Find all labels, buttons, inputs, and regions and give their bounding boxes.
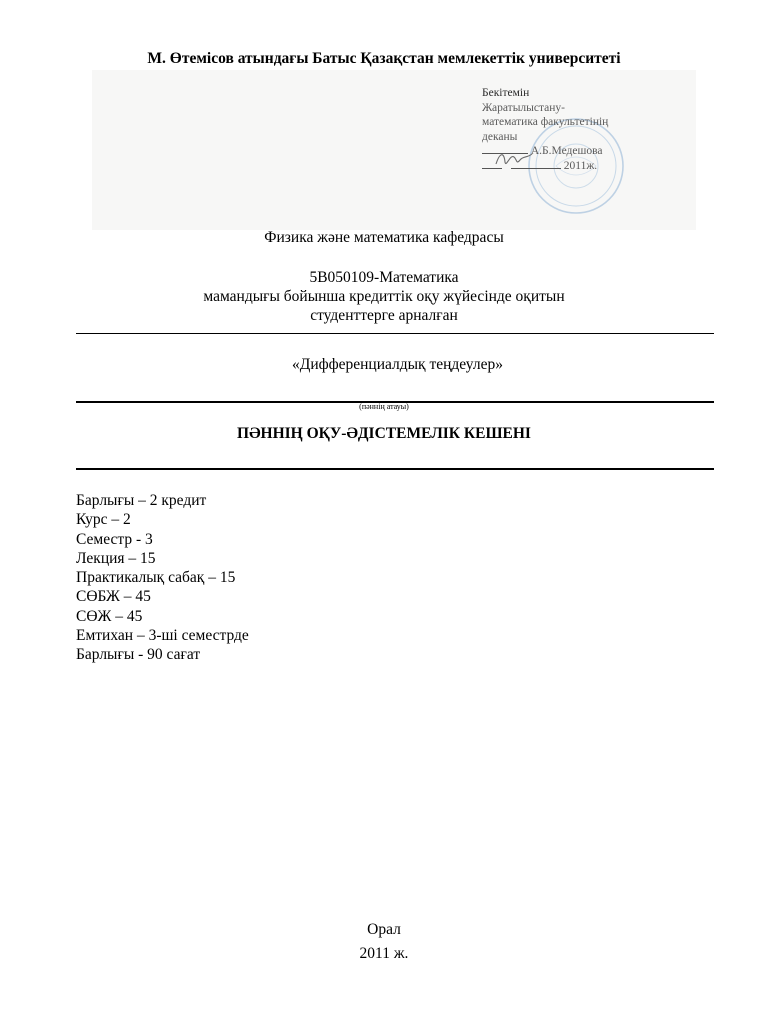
info-sobzh: СӨБЖ – 45 (76, 588, 151, 606)
divider-top (76, 333, 714, 334)
divider-bottom (76, 468, 714, 470)
specialty-code: 5В050109-Математика (309, 269, 459, 286)
handwritten-signature-icon (494, 148, 534, 170)
info-total-hours: Барлығы - 90 сағат (76, 646, 201, 664)
city-name: Орал (367, 921, 401, 938)
approval-heading: Бекітемін (482, 87, 530, 99)
info-semester: Семестр - 3 (76, 530, 153, 548)
course-info-list (76, 491, 249, 665)
info-sozh: СӨЖ – 45 (76, 607, 143, 625)
info-total-credits: Барлығы – 2 кредит (76, 492, 207, 509)
approval-line-1: Жаратылыстану- (482, 101, 566, 114)
approval-signer: А.Б.Медешова (530, 145, 603, 157)
info-lectures: Лекция – 15 (76, 549, 156, 567)
approval-line-2: математика факультетінің (482, 116, 609, 128)
complex-title: ПӘННІҢ ОҚУ-ӘДІСТЕМЕЛІК КЕШЕНІ (237, 425, 531, 442)
approval-date-year: 2011ж. (563, 159, 598, 172)
info-practical: Практикалық сабақ – 15 (76, 569, 236, 587)
publication-year: 2011 ж. (359, 945, 409, 962)
specialty-audience: студенттерге арналған (310, 307, 458, 324)
subject-caption: (пәннің атауы) (359, 402, 409, 411)
info-exam: Емтихан – 3-ші семестрде (76, 627, 249, 645)
info-course: Курс – 2 (76, 511, 131, 529)
approval-line-3: деканы (482, 130, 518, 143)
specialty-description: мамандығы бойынша кредиттік оқу жүйесінде оқитын (203, 288, 565, 305)
department-name: Физика және математика кафедрасы (264, 229, 504, 246)
subject-name: «Дифференциалдық теңдеулер» (292, 356, 503, 373)
university-name: М. Өтемісов атындағы Батыс Қазақстан мемлекеттік университеті (147, 50, 621, 67)
